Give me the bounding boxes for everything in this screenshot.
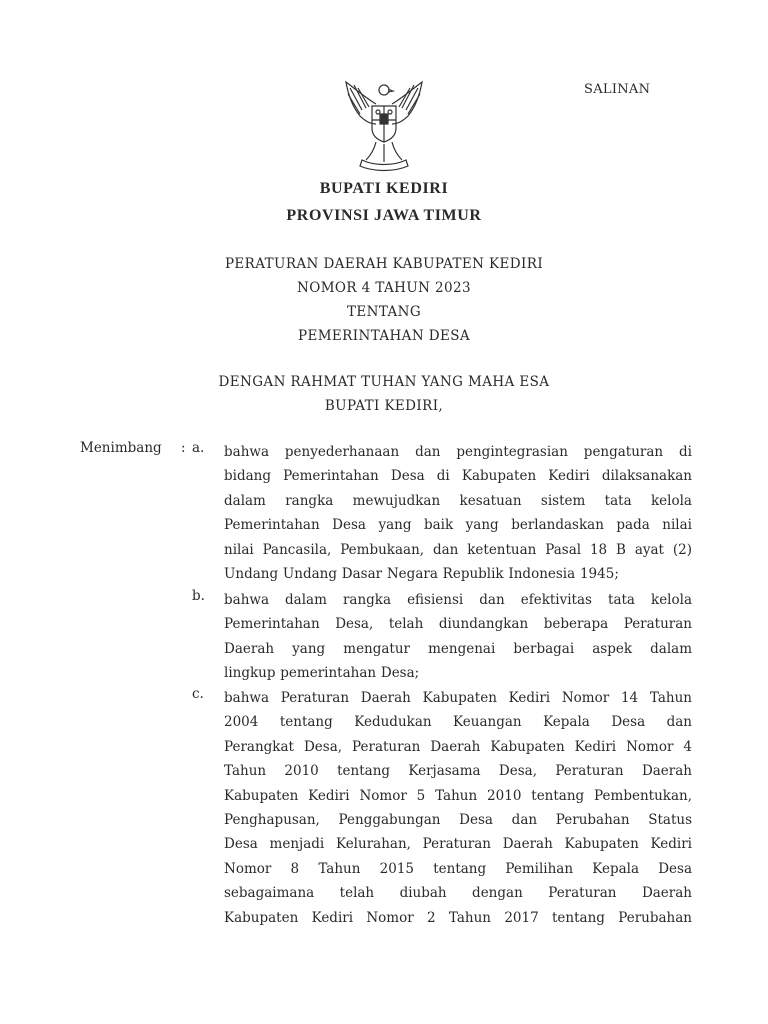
item-letter: a. — [192, 440, 205, 456]
item-text — [224, 440, 692, 586]
item-letter: b. — [192, 588, 205, 604]
text-line: bahwa Peraturan Daerah Kabupaten Kediri Nomor 14 Tahun — [224, 690, 692, 706]
text-line: bahwa dalam rangka efisiensi dan efektivitas tata kelola — [224, 592, 692, 608]
text-line: dalam rangka mewujudkan kesatuan sistem tata kelola — [224, 492, 692, 509]
copy-mark: SALINAN — [584, 82, 651, 97]
item-letter: c. — [192, 686, 204, 702]
text-line: Undang Undang Dasar Negara Republik Indonesia 1945; — [224, 565, 619, 582]
text-line: bidang Pemerintahan Desa di Kabupaten Kediri dilaksanakan — [224, 468, 692, 485]
regulation-title: PERATURAN DAERAH KABUPATEN KEDIRI — [224, 256, 544, 272]
text-line: Daerah yang mengatur mengenai berbagai aspek dalam — [224, 640, 692, 657]
text-line: lingkup pemerintahan Desa; — [224, 665, 420, 682]
province-title: PROVINSI JAWA TIMUR — [286, 207, 482, 224]
text-line: sebagaimana telah diubah dengan Peraturan Daerah — [224, 885, 692, 902]
preamble-line: DENGAN RAHMAT TUHAN YANG MAHA ESA — [218, 374, 550, 390]
regulation-subject: PEMERINTAHAN DESA — [297, 328, 471, 344]
considering-label: Menimbang — [80, 440, 162, 456]
text-line: nilai Pancasila, Pembukaan, dan ketentuan Pasal 18 B ayat (2) — [224, 541, 692, 558]
text-line: Pemerintahan Desa yang baik yang berlandaskan pada nilai — [224, 517, 692, 534]
item-text — [224, 588, 692, 686]
text-line: Penghapusan, Penggabungan Desa dan Perubahan Status — [224, 811, 692, 828]
considering-colon: : — [181, 440, 186, 456]
text-line: Kabupaten Kediri Nomor 2 Tahun 2017 tentang Perubahan — [224, 909, 692, 926]
garuda-emblem-icon — [336, 76, 432, 172]
preamble-regent: BUPATI KEDIRI, — [324, 398, 444, 414]
text-line: Kabupaten Kediri Nomor 5 Tahun 2010 tentang Pembentukan, — [224, 787, 692, 804]
text-line: Perangkat Desa, Peraturan Daerah Kabupaten Kediri Nomor 4 — [224, 738, 692, 755]
text-line: Tahun 2010 tentang Kerjasama Desa, Peraturan Daerah — [224, 763, 692, 780]
text-line: 2004 tentang Kedudukan Keuangan Kepala Desa dan — [224, 714, 692, 731]
regulation-number: NOMOR 4 TAHUN 2023 — [297, 280, 471, 296]
item-text — [224, 686, 692, 930]
text-line: Nomor 8 Tahun 2015 tentang Pemilihan Kepala Desa — [224, 860, 692, 877]
text-line: bahwa penyederhanaan dan pengintegrasian pengaturan di — [224, 444, 692, 460]
text-line: Pemerintahan Desa, telah diundangkan beberapa Peraturan — [224, 616, 692, 633]
text-line: Desa menjadi Kelurahan, Peraturan Daerah Kabupaten Kediri — [224, 836, 692, 853]
regent-title: BUPATI KEDIRI — [319, 180, 449, 197]
regulation-about: TENTANG — [346, 304, 422, 320]
